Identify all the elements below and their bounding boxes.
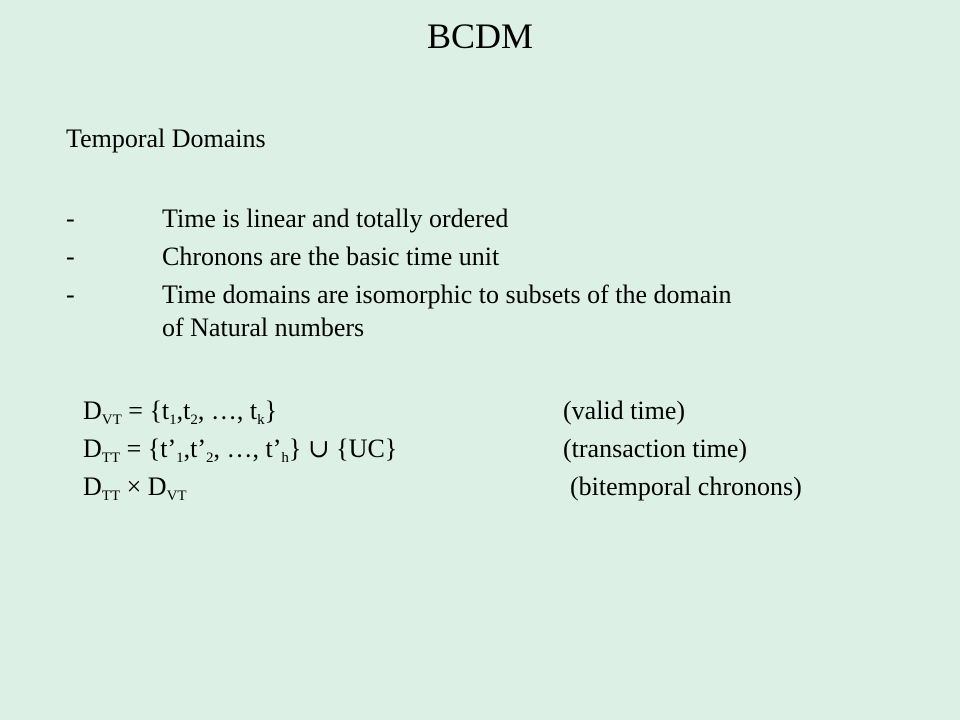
bullet-item	[66, 200, 926, 238]
bullet-text: Time domains are isomorphic to subsets of the domain	[162, 280, 732, 309]
bullet-list	[66, 200, 926, 347]
bullet-item	[66, 238, 926, 276]
formula-expression: $D_{VT} = \{t_1,t_2$, …, $t_k$}	[83, 396, 278, 428]
bullet-text: Time is linear and totally ordered	[162, 204, 509, 233]
formula-comment: (valid time)	[563, 396, 686, 425]
slide-title: BCDM	[426, 16, 534, 56]
section-heading: Temporal Domains	[66, 124, 266, 153]
formula-expression: $D_{TT} \times D_{VT}$	[83, 472, 187, 504]
bullet-marker: -	[66, 280, 75, 309]
bullet-marker: -	[66, 242, 75, 271]
formula-comment: (bitemporal chronons)	[570, 472, 802, 501]
formula-expression: $D_{TT}$ = {$t’_1,t’_2$, …, $t’_h$} ∪ {UC}	[83, 434, 398, 466]
bullet-text: Chronons are the basic time unit	[162, 242, 500, 271]
bullet-marker: -	[66, 204, 75, 233]
formula-comment: (transaction time)	[563, 434, 748, 463]
bullet-continuation: of Natural numbers	[162, 313, 365, 342]
